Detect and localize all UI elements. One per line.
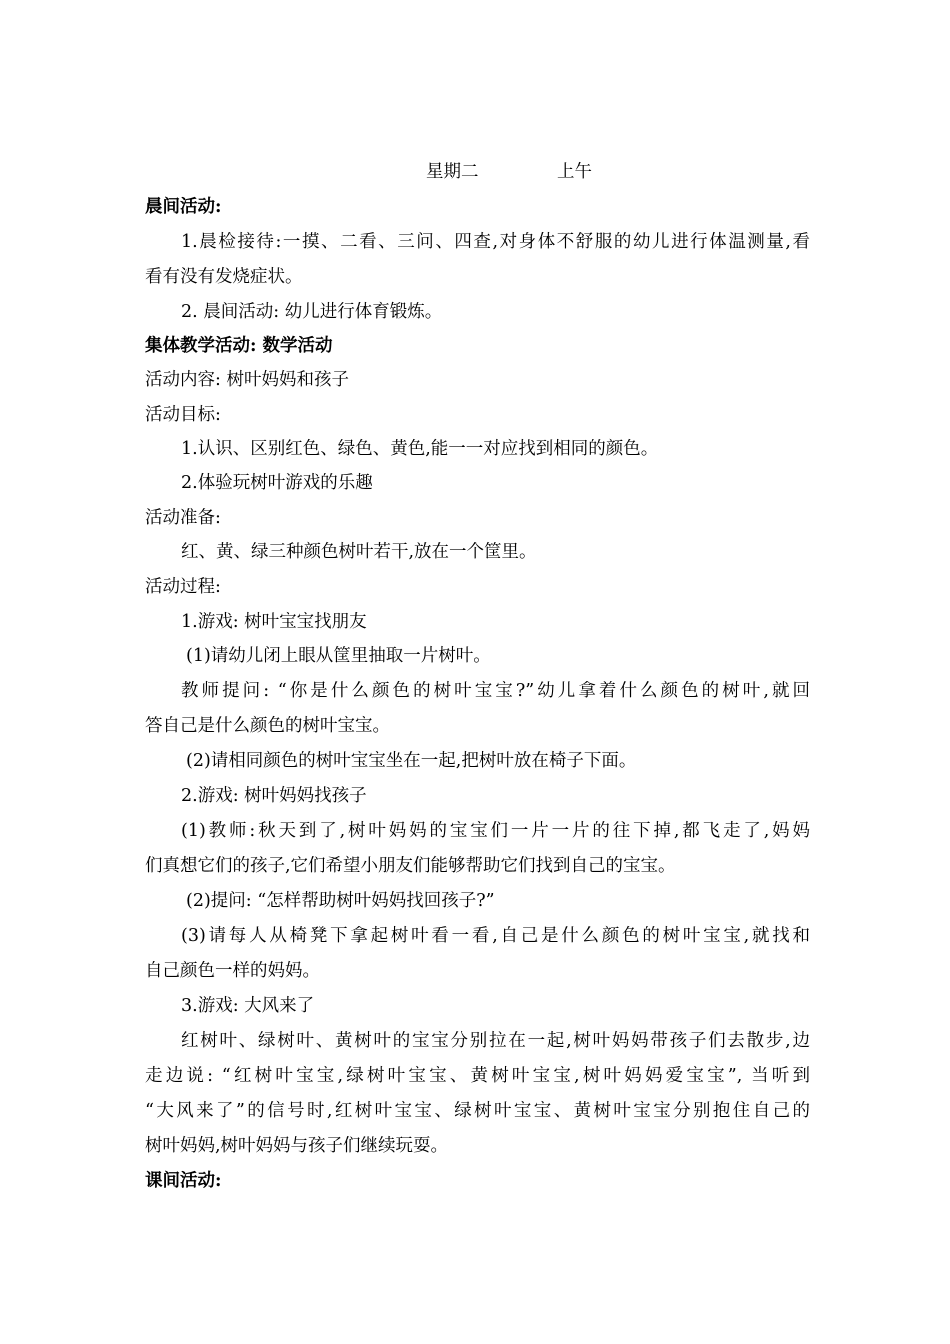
game-1-step-1: (1)请幼儿闭上眼从筐里抽取一片树叶。 xyxy=(186,646,491,666)
goals-label: 活动目标: xyxy=(145,405,221,425)
goal-1: 1.认识、区别红色、绿色、黄色,能一一对应找到相同的颜色。 xyxy=(181,439,659,459)
morning-item-2: 2. 晨间活动: 幼儿进行体育锻炼。 xyxy=(181,302,443,322)
game-1-title: 1.游戏: 树叶宝宝找朋友 xyxy=(181,612,367,632)
activity-content: 活动内容: 树叶妈妈和孩子 xyxy=(145,370,349,390)
header-period: 上午 xyxy=(557,162,592,182)
game-2-title: 2.游戏: 树叶妈妈找孩子 xyxy=(181,786,367,806)
header-day: 星期二 xyxy=(426,162,479,182)
game-2-step-3-line-1: (3)请每人从椅凳下拿起树叶看一看,自己是什么颜色的树叶宝宝,就找和 xyxy=(181,926,810,946)
game-3-title: 3.游戏: 大风来了 xyxy=(181,996,315,1016)
game-2-step-1-line-1: (1)教师:秋天到了,树叶妈妈的宝宝们一片一片的往下掉,都飞走了,妈妈 xyxy=(181,821,810,841)
game-1-question-line-2: 答自己是什么颜色的树叶宝宝。 xyxy=(145,716,390,736)
game-2-step-1-line-2: 们真想它们的孩子,它们希望小朋友们能够帮助它们找到自己的宝宝。 xyxy=(145,856,676,876)
morning-item-1-line-1: 1.晨检接待:一摸、二看、三问、四查,对身体不舒服的幼儿进行体温测量,看 xyxy=(181,232,810,252)
section-title-morning: 晨间活动: xyxy=(145,197,222,217)
game-2-step-3-line-2: 自己颜色一样的妈妈。 xyxy=(145,961,320,981)
game-3-line-1: 红树叶、绿树叶、黄树叶的宝宝分别拉在一起,树叶妈妈带孩子们去散步,边 xyxy=(181,1031,810,1051)
game-1-step-2: (2)请相同颜色的树叶宝宝坐在一起,把树叶放在椅子下面。 xyxy=(186,751,637,771)
morning-item-1-line-2: 看有没有发烧症状。 xyxy=(145,267,303,287)
game-3-line-4: 树叶妈妈,树叶妈妈与孩子们继续玩耍。 xyxy=(145,1136,449,1156)
game-2-step-2: (2)提问: “怎样帮助树叶妈妈找回孩子?” xyxy=(186,891,495,911)
game-3-line-2: 走边说: “红树叶宝宝,绿树叶宝宝、黄树叶宝宝,树叶妈妈爱宝宝”, 当听到 xyxy=(145,1066,810,1086)
goal-2: 2.体验玩树叶游戏的乐趣 xyxy=(181,473,373,493)
section-title-teaching: 集体教学活动: 数学活动 xyxy=(145,336,333,356)
game-1-question-line-1: 教师提问: “你是什么颜色的树叶宝宝?”幼儿拿着什么颜色的树叶,就回 xyxy=(181,681,810,701)
process-label: 活动过程: xyxy=(145,577,221,597)
prep-text: 红、黄、绿三种颜色树叶若干,放在一个筐里。 xyxy=(181,542,537,562)
prep-label: 活动准备: xyxy=(145,508,221,528)
section-title-break: 课间活动: xyxy=(145,1171,222,1191)
game-3-line-3: “大风来了”的信号时,红树叶宝宝、绿树叶宝宝、黄树叶宝宝分别抱住自己的 xyxy=(145,1101,810,1121)
